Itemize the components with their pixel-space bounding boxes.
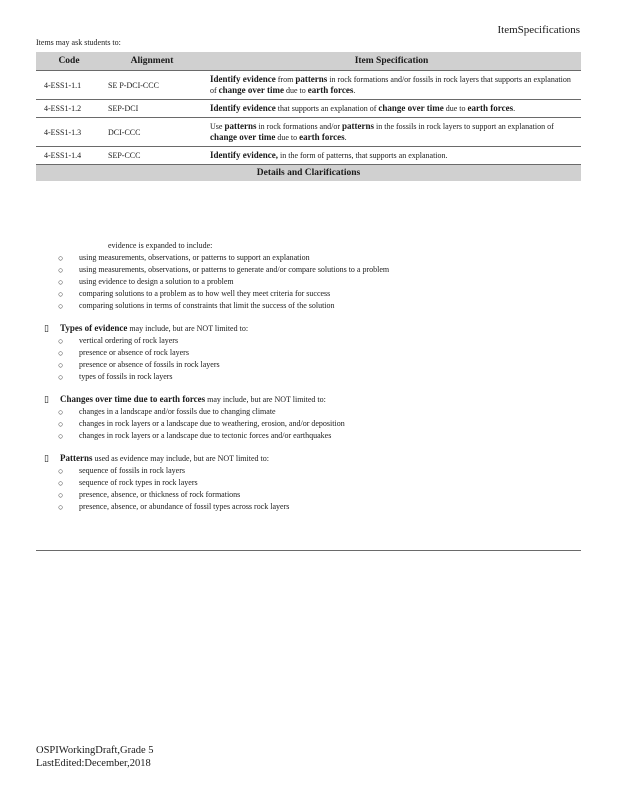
circle-bullet-icon: ○	[58, 478, 64, 488]
list-item-text: comparing solutions in terms of constraints that limit the success of the solution	[79, 301, 335, 310]
list-item	[36, 430, 581, 442]
section-list	[36, 335, 581, 383]
list-item	[36, 406, 581, 418]
footer	[36, 744, 154, 770]
spec-emphasis: change over time	[218, 85, 284, 95]
list-item	[36, 347, 581, 359]
square-bullet-icon: ▯	[44, 394, 49, 404]
table-row	[36, 100, 581, 118]
row-alignment: SE P-DCI-CCC	[102, 71, 202, 100]
spec-emphasis: Identify evidence	[210, 103, 276, 113]
circle-bullet-icon: ○	[58, 336, 64, 346]
footer-line-1: OSPIWorkingDraft,Grade 5	[36, 745, 154, 756]
row-code: 4-ESS1-1.1	[36, 71, 102, 100]
details-section	[36, 393, 581, 442]
page-header-title: ItemSpecifications	[497, 24, 580, 36]
details-section	[36, 322, 581, 383]
list-item-text: changes in rock layers or a landscape due to tectonic forces and/or earthquakes	[79, 431, 332, 440]
spec-text: from	[275, 75, 296, 84]
section-list	[36, 465, 581, 513]
section-list	[36, 406, 581, 442]
circle-bullet-icon: ○	[58, 407, 64, 417]
row-item-spec	[202, 118, 581, 147]
list-item-text: presence, absence, or abundance of fossil types across rock layers	[79, 502, 290, 511]
section-heading	[36, 393, 581, 406]
circle-bullet-icon: ○	[58, 466, 64, 476]
section-heading-tail: may include, but are NOT limited to:	[205, 395, 326, 404]
row-item-spec	[202, 147, 581, 165]
list-item-text: changes in a landscape and/or fossils due to changing climate	[79, 407, 276, 416]
spec-emphasis: patterns	[295, 74, 328, 84]
list-item-text: sequence of rock types in rock layers	[79, 478, 198, 487]
spec-emphasis: earth forces	[299, 132, 345, 142]
list-item-text: presence or absence of fossils in rock layers	[79, 360, 220, 369]
list-item	[36, 465, 581, 477]
circle-bullet-icon: ○	[58, 372, 64, 382]
list-item	[36, 276, 581, 288]
spec-text: .	[344, 133, 347, 142]
table-row	[36, 118, 581, 147]
row-code: 4-ESS1-1.2	[36, 100, 102, 118]
list-item	[36, 371, 581, 383]
list-item-text: changes in rock layers or a landscape due to weathering, erosion, and/or deposition	[79, 419, 345, 428]
lead-list	[36, 252, 581, 312]
spec-emphasis: Identify evidence,	[210, 150, 278, 160]
list-item-text: using measurements, observations, or patterns to generate and/or compare solutions to a problem	[79, 265, 390, 274]
circle-bullet-icon: ○	[58, 289, 64, 299]
list-item-text: vertical ordering of rock layers	[79, 336, 179, 345]
list-item-text: presence or absence of rock layers	[79, 348, 189, 357]
section-heading-tail: may include, but are NOT limited to:	[127, 324, 249, 333]
column-header-code: Code	[36, 52, 102, 71]
spec-text: due to	[275, 133, 300, 142]
list-item	[36, 252, 581, 264]
circle-bullet-icon: ○	[58, 277, 64, 287]
intro-text: Items may ask students to:	[36, 38, 121, 47]
section-heading-tail: used as evidence may include, but are NOT limited to:	[92, 454, 269, 463]
square-bullet-icon: ▯	[44, 453, 49, 463]
spec-emphasis: patterns	[342, 121, 374, 131]
list-item	[36, 489, 581, 501]
list-item	[36, 501, 581, 513]
circle-bullet-icon: ○	[58, 360, 64, 370]
circle-bullet-icon: ○	[58, 265, 64, 275]
row-alignment: DCI-CCC	[102, 118, 202, 147]
list-item	[36, 359, 581, 371]
list-item	[36, 418, 581, 430]
row-item-spec	[202, 100, 581, 118]
list-item	[36, 300, 581, 312]
spec-emphasis: earth forces	[467, 103, 514, 113]
table-row	[36, 71, 581, 100]
spec-text: Use	[210, 122, 225, 131]
spec-emphasis: earth forces	[307, 85, 354, 95]
spec-emphasis: change over time	[210, 132, 276, 142]
spec-emphasis: Identify evidence	[210, 74, 276, 84]
circle-bullet-icon: ○	[58, 253, 64, 263]
list-item-text: using measurements, observations, or patterns to support an explanation	[79, 253, 310, 262]
details-section	[36, 452, 581, 513]
footer-line-2: LastEdited:December,2018	[36, 758, 151, 769]
table-header-row	[36, 52, 581, 71]
list-item	[36, 264, 581, 276]
row-code: 4-ESS1-1.4	[36, 147, 102, 165]
circle-bullet-icon: ○	[58, 301, 64, 311]
list-item	[36, 288, 581, 300]
circle-bullet-icon: ○	[58, 502, 64, 512]
row-alignment: SEP-CCC	[102, 147, 202, 165]
circle-bullet-icon: ○	[58, 490, 64, 500]
spec-text: that supports an explanation of	[275, 104, 379, 113]
column-header-spec: Item Specification	[202, 52, 581, 71]
table-row	[36, 147, 581, 165]
list-item-text: sequence of fossils in rock layers	[79, 466, 185, 475]
circle-bullet-icon: ○	[58, 348, 64, 358]
list-item	[36, 477, 581, 489]
spec-emphasis: change over time	[378, 103, 444, 113]
row-alignment: SEP-DCI	[102, 100, 202, 118]
row-item-spec	[202, 71, 581, 100]
row-code: 4-ESS1-1.3	[36, 118, 102, 147]
spec-text: in the fossils in rock layers to support an explanation of	[374, 122, 554, 131]
list-item-text: using evidence to design a solution to a problem	[79, 277, 234, 286]
list-item-text: presence, absence, or thickness of rock formations	[79, 490, 241, 499]
section-heading	[36, 452, 581, 465]
list-item-text: types of fossils in rock layers	[79, 372, 173, 381]
circle-bullet-icon: ○	[58, 419, 64, 429]
spec-text: in rock formations and/or	[256, 122, 342, 131]
square-bullet-icon: ▯	[44, 323, 49, 333]
spec-text: in the form of patterns, that supports an explanation.	[278, 151, 448, 160]
section-heading-bold: Patterns	[60, 453, 93, 463]
list-item-text: comparing solutions to a problem as to how well they meet criteria for success	[79, 289, 331, 298]
section-heading-bold: Changes over time due to earth forces	[60, 394, 206, 404]
spec-text: in rock formations and/or fossils in rock layers that supports an explanation of	[210, 75, 571, 95]
circle-bullet-icon: ○	[58, 431, 64, 441]
spec-text: due to	[284, 86, 308, 95]
details-header-row	[36, 165, 581, 182]
spec-text: .	[353, 86, 356, 95]
details-header: Details and Clarifications	[36, 165, 581, 182]
spec-text: .	[513, 104, 516, 113]
column-header-alignment: Alignment	[102, 52, 202, 71]
spec-emphasis: patterns	[224, 121, 257, 131]
details-lead: evidence is expanded to include:	[108, 241, 213, 250]
details-body	[36, 240, 581, 551]
section-heading-bold: Types of evidence	[60, 323, 128, 333]
item-specification-table	[36, 52, 581, 181]
list-item	[36, 335, 581, 347]
spec-text: due to	[443, 104, 468, 113]
section-heading	[36, 322, 581, 335]
